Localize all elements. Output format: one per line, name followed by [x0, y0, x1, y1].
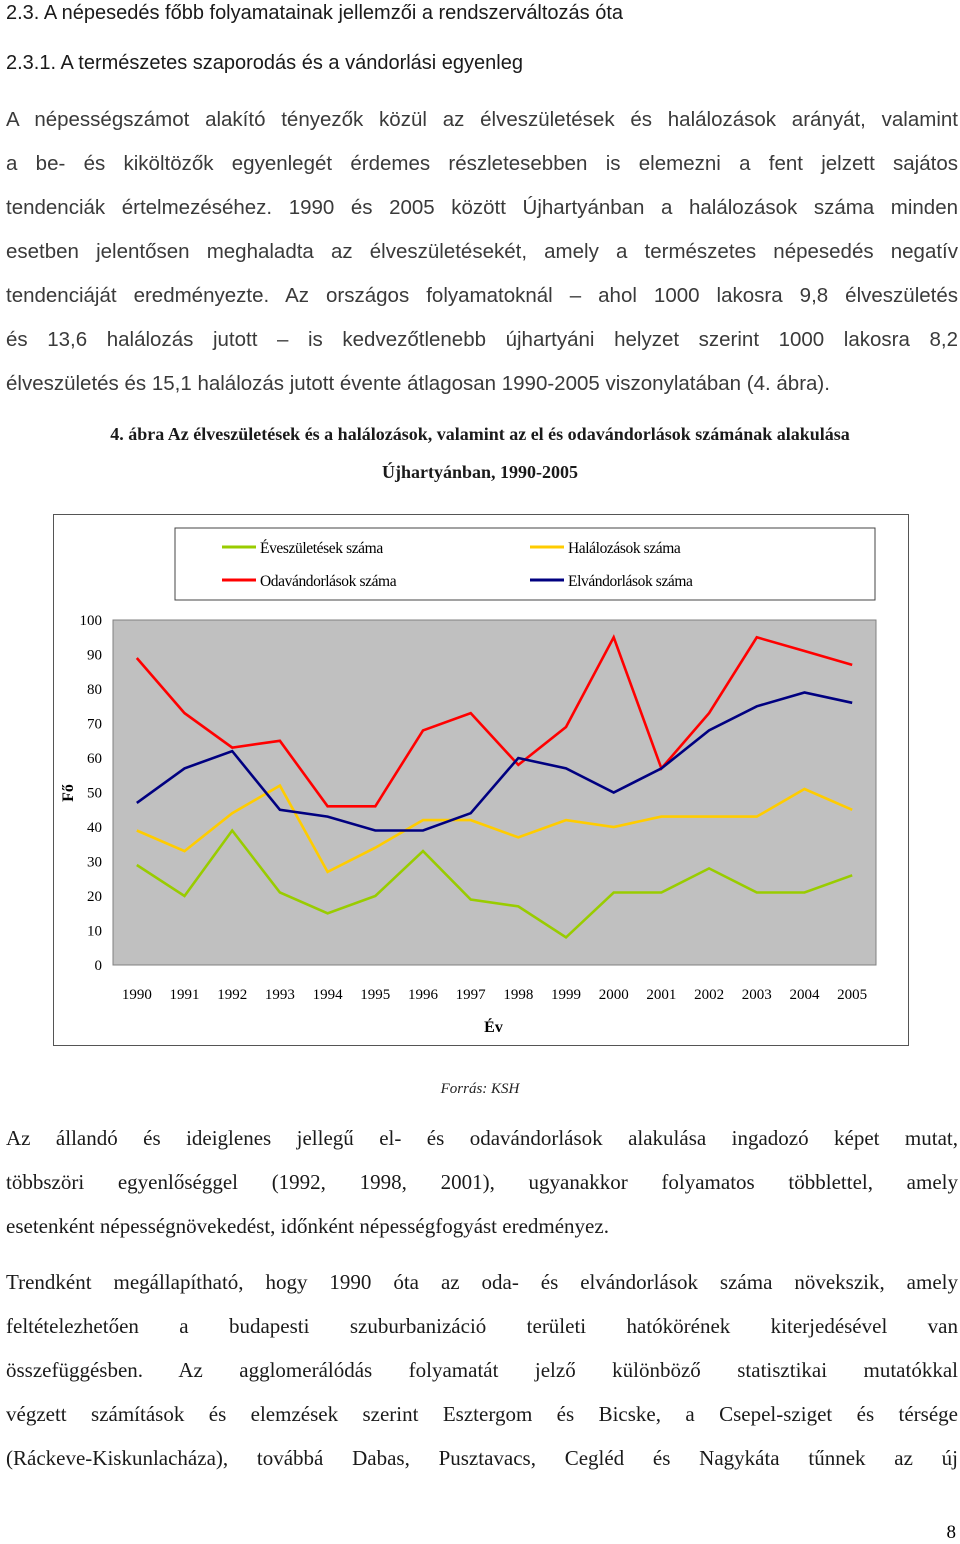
- x-tick-label: 2003: [741, 987, 772, 1003]
- x-tick-label: 1998: [503, 987, 534, 1003]
- y-tick-label: 60: [87, 751, 102, 767]
- x-tick-label: 1997: [455, 987, 486, 1003]
- figure-caption-location: Újhartyánban, 1990-2005: [381, 462, 578, 482]
- paragraph-line: a be- és kiköltözők egyenlegét érdemes részletesebben is elemezni a fent jelzett sajátos: [6, 152, 958, 175]
- paragraph-line: tendenciáját eredményezte. Az országos folyamatoknál – ahol 1000 lakosra 9,8 élveszületés: [6, 284, 958, 307]
- y-tick-label: 20: [87, 889, 102, 905]
- paragraph-line: A népességszámot alakító tényezők közül az élveszületések és halálozások arányát, valamint: [6, 108, 958, 131]
- section-heading: 2.3. A népesedés főbb folyamatainak jellemzői a rendszerváltozás óta: [6, 2, 624, 24]
- y-tick-label: 40: [87, 820, 102, 836]
- page-number: 8: [946, 1522, 956, 1543]
- x-tick-label: 1994: [312, 987, 343, 1003]
- x-tick-label: 2000: [598, 987, 629, 1003]
- y-tick-label: 80: [87, 682, 102, 698]
- trend-paragraph: [6, 1260, 958, 1480]
- x-tick-label: 1993: [264, 987, 295, 1003]
- paragraph-line: élveszületés és 15,1 halálozás jutott évente átlagosan 1990-2005 viszonylatában (4. ábra).: [6, 372, 830, 395]
- subsection-heading: 2.3.1. A természetes szaporodás és a vándorlási egyenleg: [6, 52, 523, 74]
- legend-label: Éveszületések száma: [260, 540, 383, 557]
- paragraph-line: Trendként megállapítható, hogy 1990 óta az oda- és elvándorlások száma növekszik, amely: [6, 1270, 958, 1294]
- paragraph-line: (Ráckeve-Kiskunlacháza), továbbá Dabas, Pusztavacs, Cegléd és Nagykáta tűnnek az új: [6, 1446, 958, 1470]
- paragraph-line: Az állandó és ideiglenes jellegű el- és odavándorlások alakulása ingadozó képet mutat,: [6, 1126, 958, 1150]
- x-tick-label: 2001: [646, 987, 677, 1003]
- paragraph-line: feltételezhetően a budapesti szuburbanizáció területi hatókörének kiterjedésével van: [6, 1314, 958, 1338]
- y-tick-label: 50: [87, 785, 102, 802]
- paragraph-line: és 13,6 halálozás jutott – is kedvezőtlenebb újhartyáni helyzet szerint 1000 lakosra 8,2: [6, 328, 958, 351]
- y-tick-label: 0: [94, 958, 102, 974]
- figure-source: Forrás: KSH: [440, 1081, 520, 1097]
- x-tick-label: 1995: [360, 987, 391, 1003]
- paragraph-line: tendenciák értelmezéséhez. 1990 és 2005 között Újhartyánban a halálozások száma minden: [6, 196, 958, 219]
- x-tick-label: 1990: [121, 987, 152, 1003]
- legend-label: Odavándorlások száma: [260, 573, 397, 590]
- y-tick-label: 100: [79, 613, 102, 629]
- x-tick-label: 2002: [694, 987, 725, 1003]
- y-tick-label: 90: [87, 647, 102, 664]
- paragraph-line: összefüggésben. Az agglomerálódás folyamatát jelző különböző statisztikai mutatókkal: [6, 1358, 958, 1382]
- x-tick-label: 1991: [169, 987, 200, 1003]
- paragraph-line: esetenként népességnövekedést, időnként népességfogyást eredményez.: [6, 1214, 609, 1238]
- figure-caption: 4. ábra Az élveszületések és a halálozások, valamint az el és odavándorlások számának alakulása: [110, 424, 850, 444]
- legend-label: Halálozások száma: [568, 540, 681, 557]
- x-axis-title: Év: [484, 1019, 503, 1036]
- legend-label: Elvándorlások száma: [568, 573, 693, 590]
- paragraph-line: többszöri egyenlőséggel (1992, 1998, 2001), ugyanakkor folyamatos többlettel, amely: [6, 1170, 958, 1194]
- migration-paragraph: [6, 1116, 958, 1248]
- x-tick-label: 2005: [837, 987, 868, 1003]
- paragraph-line: végzett számítások és elemzések szerint Esztergom és Bicske, a Csepel-sziget és térsége: [6, 1402, 958, 1426]
- y-axis-title: Fő: [60, 784, 77, 802]
- paragraph-line: esetben jelentősen meghaladta az élveszületésekét, amely a természetes népesedés negatív: [6, 240, 958, 263]
- y-tick-label: 30: [87, 854, 102, 871]
- x-tick-label: 1996: [407, 987, 438, 1003]
- x-tick-label: 1999: [551, 987, 582, 1003]
- y-tick-label: 70: [87, 716, 102, 733]
- x-tick-label: 1992: [217, 987, 248, 1003]
- plot-area: [113, 620, 876, 965]
- y-tick-label: 10: [87, 923, 102, 940]
- x-tick-label: 2004: [789, 987, 820, 1003]
